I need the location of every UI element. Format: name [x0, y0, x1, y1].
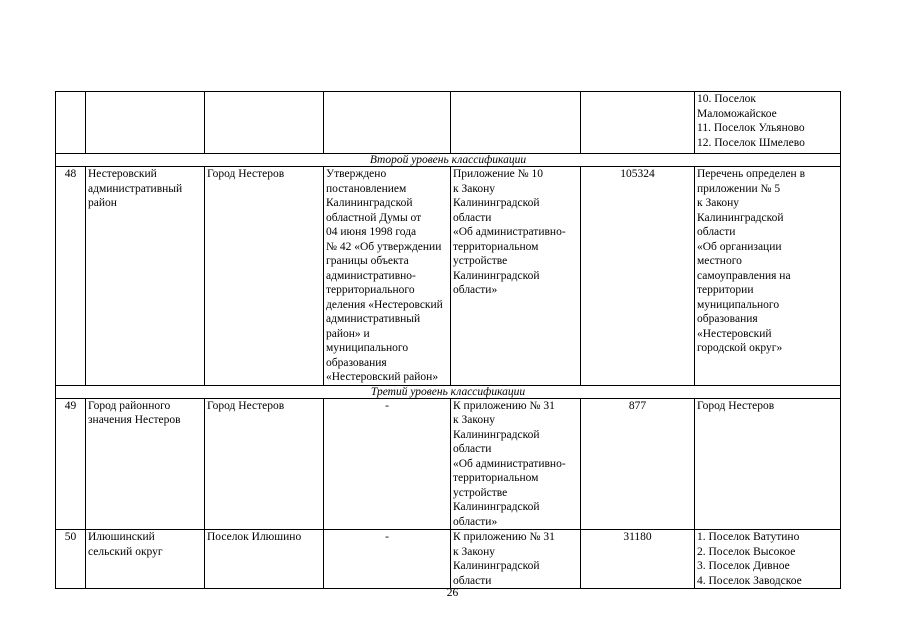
settlement-line: 10. Поселок: [697, 93, 757, 105]
law-line: области: [453, 574, 492, 587]
law-reference-cell: [451, 167, 581, 386]
unit-name-line: значения Нестеров: [88, 414, 181, 426]
approval-document-cell: [324, 167, 451, 386]
settlement-line: «Нестеровский: [697, 327, 772, 340]
law-reference-cell: [451, 92, 581, 154]
classification-level-heading: Второй уровень классификации: [56, 154, 841, 167]
approval-line: «Нестеровский район»: [326, 371, 439, 383]
settlement-line: 12. Поселок Шмелево: [697, 136, 805, 149]
settlement-line: самоуправления на: [697, 269, 791, 282]
table-row: [56, 167, 841, 386]
law-line: территориальном: [453, 240, 539, 253]
settlement-line: 4. Поселок Заводское: [697, 574, 802, 587]
approval-line: район» и: [326, 327, 370, 340]
settlement-line: 2. Поселок Высокое: [697, 545, 796, 558]
settlement-line: 11. Поселок Ульяново: [697, 122, 805, 134]
classification-table: [55, 91, 841, 589]
row-number-cell: 50: [56, 530, 86, 589]
approval-document-cell: -: [324, 398, 451, 530]
unit-name-cell: [86, 530, 205, 589]
settlement-line: «Об организации: [697, 240, 782, 253]
law-line: Калининградской: [453, 428, 540, 441]
law-line: области: [453, 211, 492, 224]
settlements-cell: [695, 167, 841, 386]
admin-center-cell: Город Нестеров: [205, 167, 324, 386]
settlement-line: муниципального: [697, 298, 780, 311]
law-line: Приложение № 10: [453, 168, 543, 180]
approval-line: муниципального: [326, 342, 409, 354]
law-reference-cell: [451, 398, 581, 530]
approval-line: областной Думы от: [326, 211, 422, 224]
law-line: Калининградской: [453, 269, 540, 282]
table-row: [56, 398, 841, 530]
settlement-line: местного: [697, 255, 742, 267]
code-cell: 31180: [581, 530, 695, 589]
law-line: территориальном: [453, 472, 539, 484]
unit-name-line: Нестеровский: [88, 168, 157, 180]
settlement-line: к Закону: [697, 197, 739, 209]
row-number-cell: [56, 92, 86, 154]
unit-name-line: Город районного: [88, 399, 171, 412]
law-line: к Закону: [453, 182, 495, 195]
approval-document-cell: -: [324, 530, 451, 589]
code-cell: 877: [581, 398, 695, 530]
approval-line: границы объекта: [326, 255, 409, 267]
approval-document-cell: [324, 92, 451, 154]
row-number-cell: 48: [56, 167, 86, 386]
admin-center-cell: Город Нестеров: [205, 398, 324, 530]
classification-level-heading: Третий уровень классификации: [56, 385, 841, 398]
law-line: К приложению № 31: [453, 531, 555, 543]
approval-line: деления «Нестеровский: [326, 298, 443, 311]
law-line: области»: [453, 515, 498, 528]
settlement-line: 1. Поселок Ватутино: [697, 531, 800, 543]
approval-line: территориального: [326, 284, 415, 296]
settlements-cell: [695, 398, 841, 530]
law-line: «Об административно-: [453, 226, 566, 238]
unit-name-line: район: [88, 197, 117, 209]
unit-name-cell: [86, 92, 205, 154]
classification-level-row: [56, 385, 841, 398]
table-row: [56, 530, 841, 589]
law-line: Калининградской: [453, 501, 540, 513]
settlement-line: Город Нестеров: [697, 399, 775, 412]
admin-center-cell: Поселок Илюшино: [205, 530, 324, 589]
approval-line: 04 июня 1998 года: [326, 226, 417, 238]
law-line: области»: [453, 284, 498, 296]
admin-center-cell: [205, 92, 324, 154]
approval-line: образования: [326, 356, 387, 369]
law-line: устройстве: [453, 486, 508, 499]
unit-name-line: Илюшинский: [88, 531, 155, 543]
law-line: к Закону: [453, 414, 495, 426]
approval-line: Утверждено: [326, 168, 387, 180]
approval-line: постановлением: [326, 182, 407, 195]
settlements-cell: [695, 530, 841, 589]
classification-level-row: [56, 154, 841, 167]
unit-name-line: сельский округ: [88, 545, 163, 558]
settlement-line: образования: [697, 313, 758, 325]
page-number: 26: [446, 587, 459, 599]
approval-line: административный: [326, 313, 421, 325]
settlement-line: городской округ»: [697, 342, 783, 354]
approval-line: административно-: [326, 269, 416, 282]
unit-name-cell: [86, 167, 205, 386]
law-line: К приложению № 31: [453, 399, 555, 412]
law-line: Калининградской: [453, 197, 540, 209]
approval-line: № 42 «Об утверждении: [326, 240, 442, 253]
code-cell: 105324: [581, 167, 695, 386]
settlement-line: приложении № 5: [697, 182, 781, 195]
law-line: к Закону: [453, 545, 495, 558]
law-line: области: [453, 443, 492, 455]
law-line: «Об административно-: [453, 457, 566, 470]
table-row-continuation: [56, 92, 841, 154]
settlement-line: области: [697, 226, 736, 238]
unit-name-cell: [86, 398, 205, 530]
approval-line: Калининградской: [326, 197, 413, 209]
unit-name-line: административный: [88, 182, 183, 195]
law-reference-cell: [451, 530, 581, 589]
settlement-line: Маломожайское: [697, 107, 777, 120]
law-line: устройстве: [453, 255, 508, 267]
row-number-cell: 49: [56, 398, 86, 530]
settlement-line: 3. Поселок Дивное: [697, 560, 790, 572]
law-line: Калининградской: [453, 560, 540, 572]
settlement-line: территории: [697, 284, 754, 296]
settlement-line: Перечень определен в: [697, 168, 806, 180]
settlements-cell: [695, 92, 841, 154]
code-cell: [581, 92, 695, 154]
settlement-line: Калининградской: [697, 211, 784, 224]
